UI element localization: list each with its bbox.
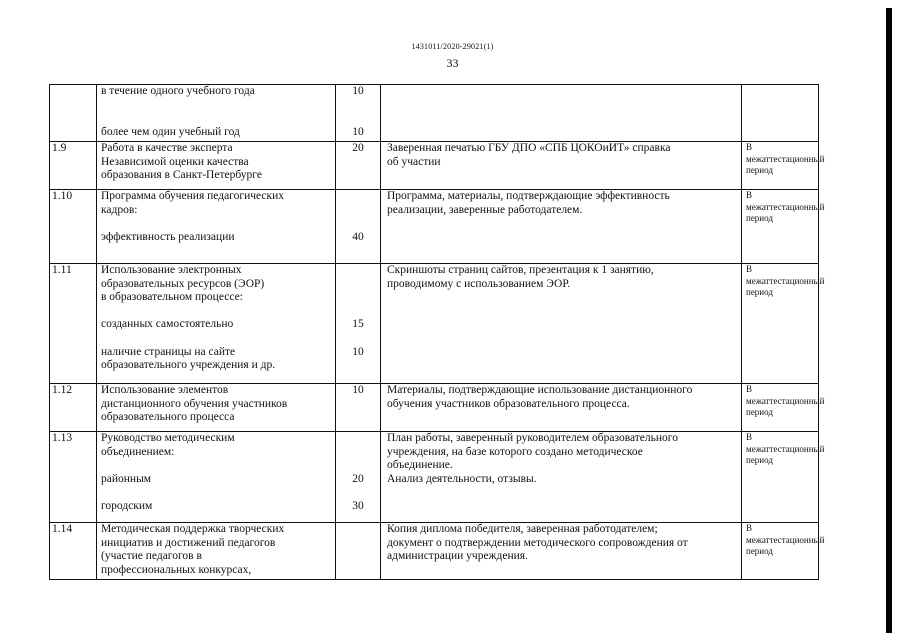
period-cell: [742, 190, 825, 264]
period-line: период: [746, 213, 773, 223]
evidence-line: проводимому с использованием ЭОР.: [387, 277, 571, 290]
evidence-line: Анализ деятельности, отзывы.: [387, 472, 537, 485]
criterion-line: районным: [101, 472, 152, 485]
criterion-line: образовательного учреждения и др.: [101, 359, 276, 372]
points-value: 20: [352, 142, 364, 154]
row-number-cell: [50, 384, 97, 432]
points-value: [338, 264, 378, 278]
scan-edge-bar: [886, 8, 892, 633]
period-line: В: [746, 432, 753, 442]
table-row: [50, 432, 819, 523]
criterion-line: образовательных ресурсов (ЭОР): [101, 277, 265, 290]
evidence-cell: [381, 523, 742, 580]
period-line: период: [746, 407, 773, 417]
points-value: [338, 432, 378, 446]
evidence-line: Материалы, подтверждающие использование дистанционного: [387, 384, 693, 396]
points-value: [338, 332, 378, 346]
points-value: 10: [352, 345, 364, 358]
period-line: межаттестационный: [746, 201, 825, 212]
criterion-line: в течение одного учебного года: [101, 85, 255, 97]
evidence-line: обучения участников образовательного процесса.: [387, 397, 630, 410]
period-line: период: [746, 287, 773, 297]
points-cell: [336, 85, 381, 142]
criterion-line: [101, 217, 333, 231]
period-line: период: [746, 546, 773, 556]
criterion-line: Методическая поддержка творческих: [101, 523, 285, 535]
points-cell: [336, 384, 381, 432]
points-cell: [336, 523, 381, 580]
points-value: 20: [352, 472, 364, 485]
criterion-line: [101, 112, 333, 126]
criterion-line: более чем один учебный год: [101, 125, 240, 138]
table-row: [50, 142, 819, 190]
evidence-line: учреждения, на базе которого создано методическое: [387, 445, 643, 458]
points-value: [338, 459, 378, 473]
criteria-table-body: [50, 85, 825, 580]
points-value: [338, 217, 378, 231]
table-row: [50, 523, 819, 580]
criterion-line: созданных самостоятельно: [101, 318, 234, 331]
row-number-cell: [50, 432, 97, 523]
points-value: [338, 291, 378, 305]
points-cell: [336, 190, 381, 264]
points-value: [338, 99, 378, 113]
period-cell: [742, 85, 819, 142]
table-row: [50, 85, 819, 142]
criterion-line: [101, 486, 333, 500]
criterion-line: объединением:: [101, 445, 175, 458]
points-value: 40: [352, 230, 364, 243]
criterion-line: [101, 459, 333, 473]
row-number: 1.13: [52, 432, 73, 444]
criterion-line: наличие страницы на сайте: [101, 345, 236, 358]
period-cell: [742, 432, 825, 523]
row-number: 1.12: [52, 384, 73, 396]
criterion-line: дистанционного обучения участников: [101, 397, 288, 410]
criterion-cell: [97, 432, 336, 523]
period-line: межаттестационный: [746, 534, 825, 545]
evidence-line: объединение.: [387, 459, 453, 472]
points-value: [338, 359, 378, 373]
row-number-cell: [50, 264, 97, 384]
criterion-line: Независимой оценки качества: [101, 155, 249, 168]
period-line: межаттестационный: [746, 395, 825, 406]
evidence-line: документ о подтверждении методического сопровождения от: [387, 536, 688, 549]
document-id: 1431011/2020-29021(1): [411, 42, 494, 51]
period-line: межаттестационный: [746, 275, 825, 286]
evidence-cell: [381, 432, 742, 523]
criterion-line: кадров:: [101, 203, 138, 216]
criterion-line: городским: [101, 499, 153, 512]
criterion-line: [101, 99, 333, 113]
criterion-cell: [97, 523, 336, 580]
period-line: В: [746, 384, 753, 394]
criterion-line: эффективность реализации: [101, 230, 235, 243]
row-number-cell: [50, 142, 97, 190]
evidence-cell: [381, 142, 742, 190]
evidence-line: администрации учреждения.: [387, 550, 528, 563]
points-cell: [336, 142, 381, 190]
criterion-line: [101, 305, 333, 319]
points-value: 10: [352, 125, 364, 138]
points-value: [338, 190, 378, 204]
row-number: 1.11: [52, 264, 72, 276]
points-value: 10: [352, 384, 364, 396]
points-cell: [336, 432, 381, 523]
criterion-line: Руководство методическим: [101, 432, 235, 444]
period-line: В: [746, 523, 753, 533]
period-line: период: [746, 455, 773, 465]
period-cell: [742, 264, 825, 384]
evidence-line: реализации, заверенные работодателем.: [387, 203, 583, 216]
period-line: В: [746, 264, 753, 274]
period-line: период: [746, 165, 773, 175]
period-line: В: [746, 190, 753, 200]
criterion-cell: [97, 142, 336, 190]
points-cell: [336, 264, 381, 384]
evidence-cell: [381, 264, 742, 384]
points-value: [338, 446, 378, 460]
period-line: межаттестационный: [746, 443, 825, 454]
criterion-cell: [97, 264, 336, 384]
criterion-line: Использование элементов: [101, 384, 229, 396]
criterion-line: Использование электронных: [101, 264, 242, 276]
row-number-cell: [50, 190, 97, 264]
criterion-line: [101, 244, 333, 258]
criterion-line: в образовательном процессе:: [101, 291, 243, 304]
criterion-line: профессиональных конкурсах,: [101, 563, 252, 576]
evidence-line: Копия диплома победителя, заверенная работодателем;: [387, 523, 658, 535]
evidence-line: Программа, материалы, подтверждающие эффективность: [387, 190, 670, 202]
period-cell: [742, 384, 825, 432]
criterion-line: Работа в качестве эксперта: [101, 142, 233, 154]
points-value: [338, 112, 378, 126]
criterion-cell: [97, 384, 336, 432]
points-value: [338, 305, 378, 319]
criterion-cell: [97, 190, 336, 264]
evidence-cell: [381, 190, 742, 264]
points-value: [338, 278, 378, 292]
points-value: [338, 204, 378, 218]
row-number: 1.10: [52, 190, 73, 202]
criterion-line: инициатив и достижений педагогов: [101, 536, 276, 549]
points-value: 15: [352, 318, 364, 331]
points-value: 30: [352, 499, 364, 512]
evidence-line: Скриншоты страниц сайтов, презентация к 1 занятию,: [387, 264, 654, 276]
table-row: [50, 190, 819, 264]
criterion-line: Программа обучения педагогических: [101, 190, 284, 202]
points-value: [338, 244, 378, 258]
evidence-cell: [381, 85, 742, 142]
evidence-line: об участии: [387, 155, 441, 168]
evidence-line: Заверенная печатью ГБУ ДПО «СПБ ЦОКОиИТ» справка: [387, 142, 671, 154]
table-row: [50, 384, 819, 432]
row-number: 1.14: [52, 523, 73, 535]
period-line: В: [746, 142, 753, 152]
criterion-cell: [97, 85, 336, 142]
row-number: 1.9: [52, 142, 67, 154]
criterion-line: образования в Санкт-Петербурге: [101, 169, 262, 182]
page-number: 33: [446, 56, 459, 70]
criterion-line: [101, 332, 333, 346]
evidence-line: План работы, заверенный руководителем образовательного: [387, 432, 678, 444]
period-cell: [742, 523, 825, 580]
row-number-cell: [50, 85, 97, 142]
points-value: [338, 486, 378, 500]
criteria-table: [49, 84, 825, 580]
points-value: 10: [352, 85, 364, 97]
period-cell: [742, 142, 825, 190]
table-row: [50, 264, 819, 384]
row-number-cell: [50, 523, 97, 580]
criterion-line: (участие педагогов в: [101, 550, 202, 563]
period-line: межаттестационный: [746, 153, 825, 164]
criterion-line: образовательного процесса: [101, 411, 235, 424]
evidence-cell: [381, 384, 742, 432]
